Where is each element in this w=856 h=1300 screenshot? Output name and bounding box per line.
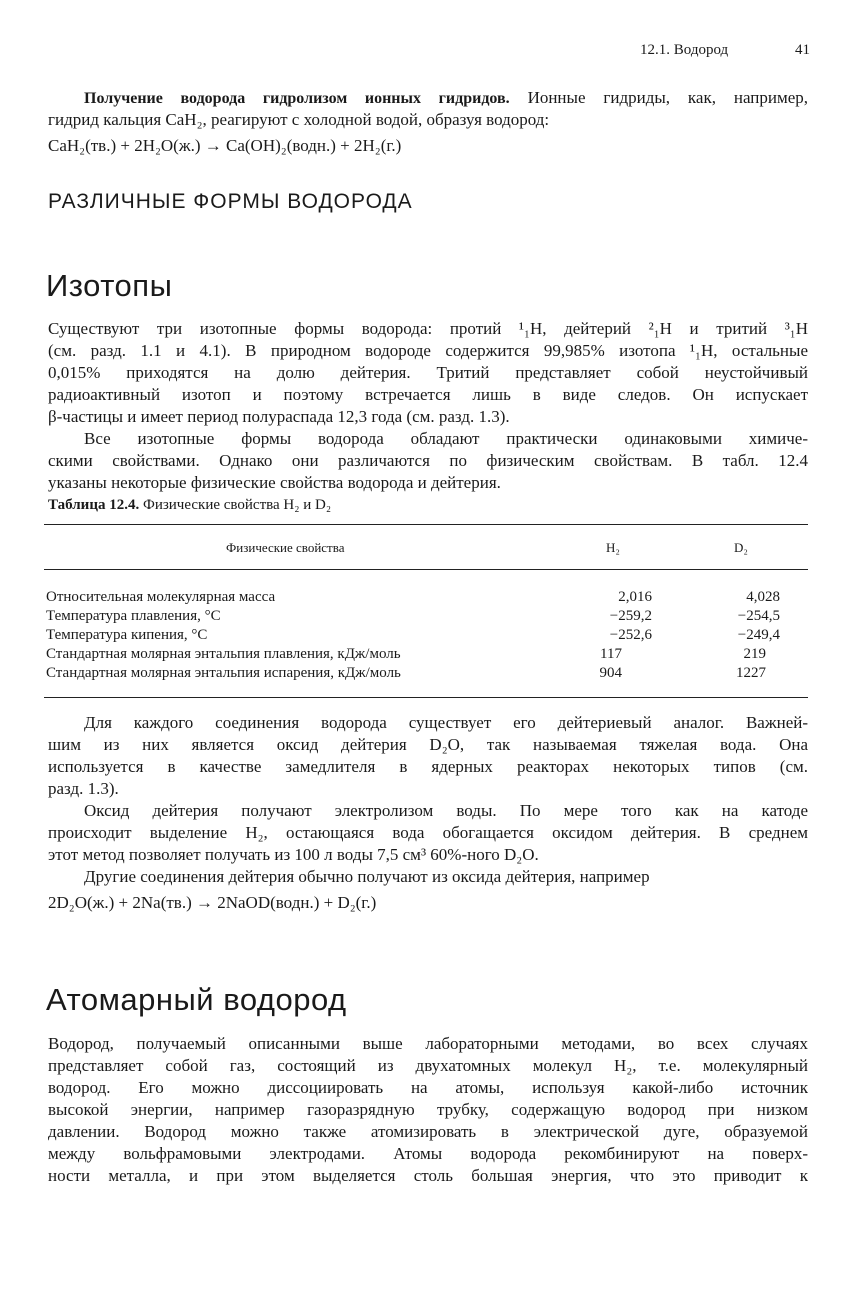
section-title: РАЗЛИЧНЫЕ ФОРМЫ ВОДОРОДА xyxy=(48,190,413,213)
table-cell-d2: 4,028 xyxy=(746,589,780,605)
table-caption xyxy=(48,497,331,514)
hydrolysis-equation: CaH₂(тв.) + 2H₂O(ж.) → Ca(OH)₂(водн.) + 2H₂(г.) xyxy=(48,136,402,155)
deuterium-p1-line-4: разд. 1.3). xyxy=(48,779,119,798)
deuterium-p1-line-3: используется в качестве замедлителя в ядерных реакторах некоторых типов (см. xyxy=(48,757,808,776)
atomic-p1-line-7: ности металла, и при этом выделяется столь большая энергия, что это приводит к xyxy=(48,1166,808,1185)
table-cell-property: Стандартная молярная энтальпия плавления, кДж/моль xyxy=(46,646,401,662)
deuterium-p2-line-2: происходит выделение H₂, остающаяся вода обогащается оксидом дейтерия. В среднем xyxy=(48,823,808,842)
isotopes-p2-line-1: Все изотопные формы водорода обладают практически одинаковыми химиче- xyxy=(84,429,808,448)
header-section: 12.1. Водород xyxy=(640,42,729,58)
running-header xyxy=(640,42,810,59)
isotopes-p1-line-5: β-частицы и имеет период полураспада 12,3 года (см. разд. 1.3). xyxy=(48,407,510,426)
table-header-d2: D₂ xyxy=(734,540,748,555)
table-header-property: Физические свойства xyxy=(226,540,345,555)
isotopes-p1-line-4: радиоактивный изотоп и поэтому встречается лишь в виде следов. Он испускает xyxy=(48,385,808,404)
atomic-p1-line-1: Водород, получаемый описанными выше лабораторными методами, во всех случаях xyxy=(48,1034,808,1053)
isotopes-p1-line-2: (см. разд. 1.1 и 4.1). В природном водороде содержится 99,985% изотопа ¹₁H, остальные xyxy=(48,341,808,360)
atomic-p1-line-5: давлении. Водород можно также атомизировать в электрической дуге, образуемой xyxy=(48,1122,808,1141)
deuterium-equation: 2D₂O(ж.) + 2Na(тв.) → 2NaOD(водн.) + D₂(г.) xyxy=(48,893,377,912)
table-bottom-rule xyxy=(44,697,808,698)
table-cell-d2: −249,4 xyxy=(737,627,780,643)
isotopes-p1-line-3: 0,015% приходятся на долю дейтерия. Тритий представляет собой неустойчивый xyxy=(48,363,808,382)
atomic-p1-line-4: высокой энергии, например газоразрядную трубку, содержащую водород при низком xyxy=(48,1100,808,1119)
deuterium-p1-line-2: шим из них является оксид дейтерия D₂O, так называемая тяжелая вода. Она xyxy=(48,735,808,754)
deuterium-p2-line-1: Оксид дейтерия получают электролизом воды. По мере того как на катоде xyxy=(84,801,808,820)
table-cell-h2: 904 xyxy=(599,665,622,681)
hydrolysis-line1-rest: Ионные гидриды, как, например, xyxy=(527,88,809,107)
deuterium-p3: Другие соединения дейтерия обычно получают из оксида дейтерия, например xyxy=(84,867,650,886)
deuterium-p1-line-1: Для каждого соединения водорода существует его дейтериевый аналог. Важней- xyxy=(84,713,808,732)
table-cell-h2: −252,6 xyxy=(609,627,652,643)
table-cell-d2: −254,5 xyxy=(737,608,780,624)
atomic-p1-line-2: представляет собой газ, состоящий из двухатомных молекул H₂, т.е. молекулярный xyxy=(48,1056,808,1075)
isotopes-p2-line-3: указаны некоторые физические свойства водорода и дейтерия. xyxy=(48,473,501,492)
hydrolysis-heading: Получение водорода гидролизом ионных гидридов. xyxy=(84,90,510,107)
isotopes-p1-line-1: Существуют три изотопные формы водорода: протий ¹₁H, дейтерий ²₁H и тритий ³₁H xyxy=(48,319,808,338)
isotopes-p2-line-2: скими свойствами. Однако они различаются по физическим свойствам. В табл. 12.4 xyxy=(48,451,808,470)
table-cell-h2: −259,2 xyxy=(609,608,652,624)
atomic-hydrogen-title: Атомарный водород xyxy=(46,982,347,1017)
table-cell-property: Температура плавления, °C xyxy=(46,608,221,624)
isotopes-title: Изотопы xyxy=(46,268,173,303)
atomic-p1-line-3: водород. Его можно диссоциировать на атомы, используя какой-либо источник xyxy=(48,1078,808,1097)
table-caption-label: Таблица 12.4. xyxy=(48,497,140,513)
table-cell-d2: 1227 xyxy=(736,665,766,681)
table-cell-h2: 117 xyxy=(600,646,622,662)
hydrolysis-line-1 xyxy=(84,87,808,110)
table-cell-property: Относительная молекулярная масса xyxy=(46,589,276,605)
table-caption-text: Физические свойства H₂ и D₂ xyxy=(142,497,332,513)
atomic-p1-line-6: между вольфрамовыми электродами. Атомы водорода рекомбинируют на поверх- xyxy=(48,1144,808,1163)
table-cell-d2: 219 xyxy=(743,646,766,662)
deuterium-p2-line-3: этот метод позволяет получать из 100 л воды 7,5 см³ 60%-ного D₂O. xyxy=(48,845,539,864)
page-number: 41 xyxy=(795,42,810,58)
table-top-rule xyxy=(44,524,808,525)
table-cell-h2: 2,016 xyxy=(618,589,652,605)
table-cell-property: Стандартная молярная энтальпия испарения, кДж/моль xyxy=(46,665,401,681)
table-cell-property: Температура кипения, °C xyxy=(46,627,208,643)
table-header-h2: H₂ xyxy=(606,540,620,555)
hydrolysis-line-2: гидрид кальция CaH₂, реагируют с холодной водой, образуя водород: xyxy=(48,110,550,129)
table-header-rule xyxy=(44,569,808,570)
